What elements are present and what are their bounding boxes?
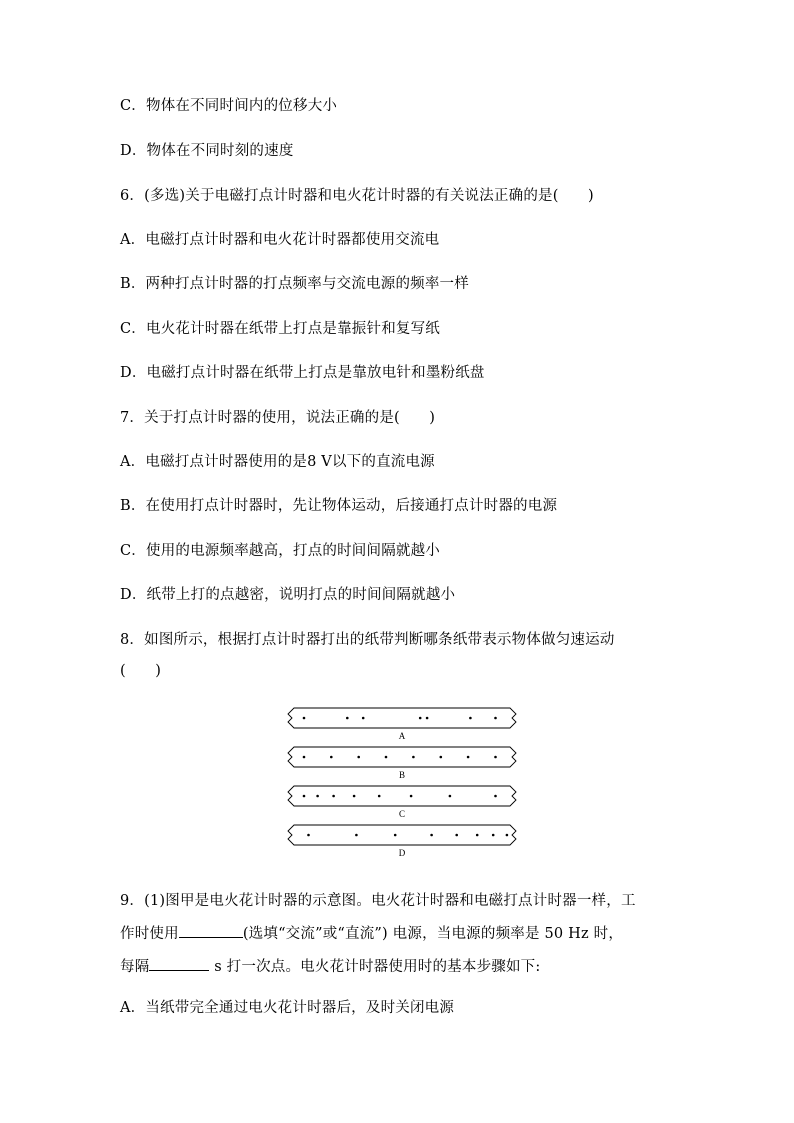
tape-outline <box>288 708 516 728</box>
paper-tape-figure <box>282 702 522 868</box>
question-9-line-3 <box>120 956 540 977</box>
tape-dot <box>357 756 360 759</box>
q7-option-c: C．使用的电源频率越高，打点的时间间隔就越小 <box>120 543 440 559</box>
q5-option-d: D．物体在不同时刻的速度 <box>120 143 294 159</box>
q5-option-c: C．物体在不同时间内的位移大小 <box>120 98 338 114</box>
tape-dot <box>469 717 472 720</box>
tape-dot <box>494 795 497 798</box>
tape-dot <box>506 834 509 837</box>
tape-dot <box>353 795 356 798</box>
tape-outline <box>288 825 516 845</box>
tape-dot <box>449 795 452 798</box>
q7-option-b: B．在使用打点计时器时，先让物体运动，后接通打点计时器的电源 <box>120 498 558 514</box>
q7-option-d: D．纸带上打的点越密，说明打点的时间间隔就越小 <box>120 587 456 603</box>
tape-dot <box>330 756 333 759</box>
question-8-bracket: ( ) <box>120 663 162 679</box>
tape-dot <box>303 795 306 798</box>
q9-text-b: (选填“交流”或“直流”) 电源，当电源的频率是 50 Hz 时， <box>242 926 624 942</box>
q6-option-c: C．电火花计时器在纸带上打点是靠振针和复写纸 <box>120 321 440 337</box>
tape-dot <box>362 717 365 720</box>
tape-dot <box>385 756 388 759</box>
answer-blank-2[interactable] <box>149 956 209 971</box>
tape-dot <box>410 795 413 798</box>
q9-option-a: A．当纸带完全通过电火花计时器后，及时关闭电源 <box>120 1000 455 1016</box>
q6-option-a: A．电磁打点计时器和电火花计时器都使用交流电 <box>120 232 440 248</box>
q9-text-c: 每隔 <box>120 959 150 975</box>
tape-dot <box>303 756 306 759</box>
tape-dot <box>430 834 433 837</box>
tape-a <box>288 708 516 741</box>
tape-dot <box>378 795 381 798</box>
q9-text-d: s 打一次点。电火花计时器使用时的基本步骤如下: <box>209 959 541 975</box>
tape-c <box>288 786 516 819</box>
tape-dot <box>455 834 458 837</box>
tape-dot <box>316 795 319 798</box>
tape-outline <box>288 786 516 806</box>
tape-b <box>288 747 516 780</box>
tape-dot <box>494 756 497 759</box>
tape-dot <box>426 717 429 720</box>
tape-dot <box>346 717 349 720</box>
question-7: 7．关于打点计时器的使用，说法正确的是( ) <box>120 410 436 426</box>
tape-dot <box>303 717 306 720</box>
answer-blank-1[interactable] <box>179 923 243 938</box>
tape-d <box>288 825 516 858</box>
tape-outline <box>288 747 516 767</box>
tape-dot <box>332 795 335 798</box>
q6-option-b: B．两种打点计时器的打点频率与交流电源的频率一样 <box>120 276 469 292</box>
tape-label: C <box>398 809 406 819</box>
tape-label: B <box>398 770 406 780</box>
tape-dot <box>467 756 470 759</box>
q7-option-a: A．电磁打点计时器使用的是8 V以下的直流电源 <box>120 454 435 470</box>
tape-dot <box>412 756 415 759</box>
q6-option-d: D．电磁打点计时器在纸带上打点是靠放电针和墨粉纸盘 <box>120 365 485 381</box>
question-6: 6．(多选)关于电磁打点计时器和电火花计时器的有关说法正确的是( ) <box>120 188 594 204</box>
tape-dot <box>355 834 358 837</box>
tape-label: A <box>398 731 406 741</box>
q9-text-a: 作时使用 <box>120 926 179 942</box>
tape-dot <box>440 756 443 759</box>
tape-dot <box>476 834 479 837</box>
tape-dot <box>494 717 497 720</box>
tape-label: D <box>398 848 406 858</box>
question-9-line-2 <box>120 923 623 944</box>
tape-dot <box>394 834 397 837</box>
tape-dot <box>419 717 422 720</box>
question-8: 8．如图所示，根据打点计时器打出的纸带判断哪条纸带表示物体做匀速运动 <box>120 632 615 648</box>
tape-dot <box>307 834 310 837</box>
tape-dot <box>492 834 495 837</box>
question-9-line-1: 9．(1)图甲是电火花计时器的示意图。电火花计时器和电磁打点计时器一样，工 <box>120 893 636 909</box>
